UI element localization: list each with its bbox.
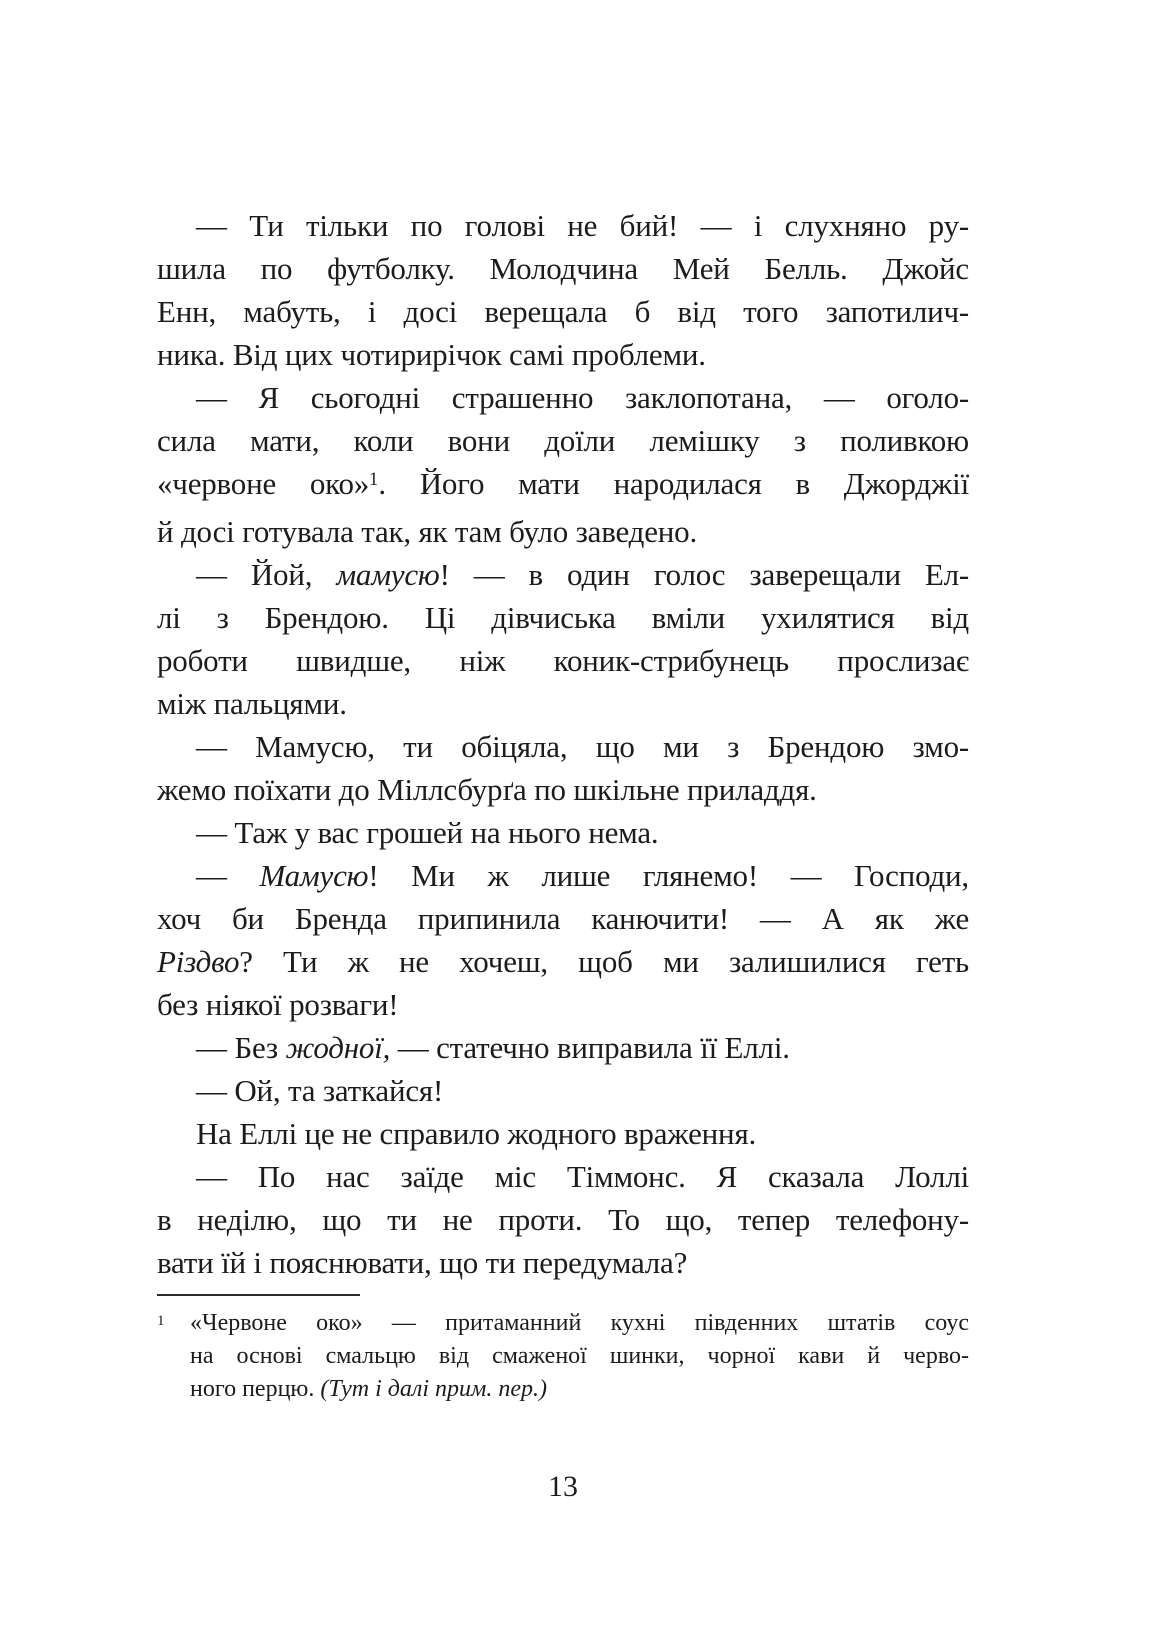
text-segment: мамусю (336, 557, 440, 592)
text-line (157, 725, 969, 768)
text-segment: між пальцями. (157, 686, 347, 721)
text-line (190, 1307, 969, 1340)
paragraph (157, 811, 969, 854)
text-line (157, 1069, 969, 1112)
text-line (157, 983, 969, 1026)
text-segment: без ніякої розваги! (157, 987, 399, 1022)
text-segment: ного перцю. (190, 1376, 321, 1402)
text-segment: — Таж у вас грошей на нього нема. (196, 815, 659, 850)
text-segment: Мамусю (259, 858, 369, 893)
text-segment: — По нас заїде міс Тіммонс. Я сказала Лоллі (196, 1159, 969, 1194)
paragraph (157, 1155, 969, 1284)
text-segment: ! — в один голос заверещали Ел- (439, 557, 970, 592)
text-line (157, 1155, 969, 1198)
text-line (190, 1340, 969, 1373)
text-line (157, 462, 969, 510)
text-segment: хоч би Бренда припинила канючити! — А як же (157, 901, 969, 936)
paragraph (157, 553, 969, 725)
text-segment: сила мати, коли вони доїли лемішку з поливкою (157, 423, 969, 458)
footnote-text (190, 1307, 969, 1406)
footnote-reference: 1 (369, 468, 379, 490)
text-segment: — Я сьогодні страшенно заклопотана, — оголо- (196, 380, 969, 415)
text-line (190, 1373, 969, 1406)
text-line (157, 1026, 969, 1069)
text-segment: вати їй і пояснювати, що ти передумала? (157, 1245, 688, 1280)
text-line (157, 553, 969, 596)
text-segment: — статечно виправила її Еллі. (390, 1030, 790, 1065)
text-line (157, 940, 969, 983)
paragraph (157, 204, 969, 376)
text-segment: й досі готувала так, як там було заведено. (157, 514, 698, 549)
page-number: 13 (548, 1470, 578, 1503)
text-segment: на основі смальцю від смаженої шинки, чорної кави й черво- (190, 1343, 969, 1369)
footnote-divider (157, 1294, 360, 1296)
text-segment: ? Ти ж не хочеш, щоб ми залишилися геть (239, 944, 969, 979)
text-segment: — Ти тільки по голові не бий! — і слухняно ру- (196, 208, 969, 243)
paragraph (157, 1069, 969, 1112)
text-segment: . Його мати народилася в Джорджії (378, 466, 969, 501)
text-segment: — Мамусю, ти обіцяла, що ми з Брендою змо- (196, 729, 969, 764)
text-segment: «Червоне око» — притаманний кухні південних штатів соус (190, 1310, 969, 1336)
text-line (157, 596, 969, 639)
footnote-marker: 1 (157, 1313, 165, 1329)
text-segment: — Йой, (196, 557, 337, 592)
text-segment: лі з Брендою. Ці дівчиська вміли ухилятися від (157, 600, 969, 635)
text-line (157, 333, 969, 376)
text-line (157, 854, 969, 897)
text-segment: Різдво (157, 944, 240, 979)
text-segment: «червоне око» (157, 466, 370, 501)
text-segment: в неділю, що ти не проти. То що, тепер телефону- (157, 1202, 969, 1237)
text-line (157, 897, 969, 940)
text-segment: На Еллі це не справило жодного враження. (196, 1116, 757, 1151)
text-line (157, 290, 969, 333)
paragraph (157, 376, 969, 553)
text-line (157, 376, 969, 419)
text-segment: (Тут і далі прим. пер.) (320, 1376, 548, 1402)
paragraph (157, 854, 969, 1026)
paragraph (157, 725, 969, 811)
paragraph (157, 1112, 969, 1155)
text-segment: жемо поїхати до Міллсбурґа по шкільне приладдя. (157, 772, 817, 807)
text-segment: — Без (196, 1030, 286, 1065)
text-segment: шила по футболку. Молодчина Мей Белль. Джойс (157, 251, 969, 286)
text-segment: ! Ми ж лише глянемо! — Господи, (368, 858, 969, 893)
paragraph (157, 1026, 969, 1069)
text-line (157, 811, 969, 854)
text-segment: — (196, 858, 260, 893)
text-line (157, 682, 969, 725)
text-line (157, 510, 969, 553)
text-line (157, 1241, 969, 1284)
text-line (157, 204, 969, 247)
text-line (157, 1112, 969, 1155)
page-body-text (157, 204, 969, 1284)
text-segment: Енн, мабуть, і досі верещала б від того запотилич- (157, 294, 969, 329)
text-line (157, 639, 969, 682)
text-segment: — Ой, та заткайся! (196, 1073, 444, 1108)
text-line (157, 247, 969, 290)
text-line (157, 419, 969, 462)
text-segment: роботи швидше, ніж коник-стрибунець прослизає (157, 643, 969, 678)
text-segment: ника. Від цих чотирирічок самі проблеми. (157, 337, 706, 372)
footnote (157, 1307, 969, 1406)
text-line (157, 1198, 969, 1241)
text-segment: жодної, (285, 1030, 391, 1065)
text-line (157, 768, 969, 811)
